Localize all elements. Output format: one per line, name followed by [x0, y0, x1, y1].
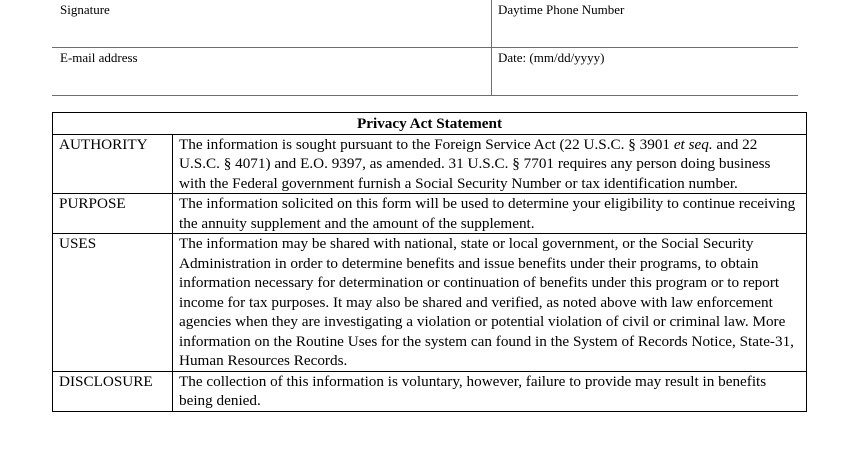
purpose-label: PURPOSE — [53, 194, 173, 234]
table-row — [53, 371, 807, 411]
authority-text-part-a: The information is sought pursuant to the Foreign Service Act (22 U.S.C. § 3901 — [179, 135, 674, 153]
daytime-phone-field[interactable] — [492, 20, 798, 47]
uses-label: USES — [53, 234, 173, 372]
date-label: Date: (mm/dd/yyyy) — [498, 50, 605, 65]
email-address-field[interactable] — [52, 68, 490, 95]
table-row — [53, 134, 807, 194]
disclosure-text: The collection of this information is voluntary, however, failure to provide may result in benefits being denied. — [173, 371, 807, 411]
table-row — [53, 234, 807, 372]
daytime-phone-label: Daytime Phone Number — [498, 2, 625, 17]
signature-label: Signature — [60, 2, 110, 17]
purpose-text: The information solicited on this form will be used to determine your eligibility to continue receiving the annuity supplement and the amount of the supplement. — [173, 194, 807, 234]
row-divider-2 — [52, 95, 798, 96]
uses-text: The information may be shared with national, state or local government, or the Social Security Administration in order to determine benefits and issue benefits under their programs, to obtain information necessary for determination or continuation of benefits under this program or to report income for tax purposes. It may also be shared and verified, as noted above with law enforcement agencies when they are investigating a violation or potential violation of civil or criminal law. More information on the Routine Uses for the system can found in the System of Records Notice, State-31, Human Resources Records. — [173, 234, 807, 372]
email-address-label: E-mail address — [60, 50, 138, 65]
date-field[interactable] — [492, 68, 798, 95]
disclosure-label: DISCLOSURE — [53, 371, 173, 411]
authority-text-italic: et seq. — [673, 135, 713, 153]
privacy-title-row — [53, 113, 807, 135]
authority-text-part-b: and 22 U.S.C. § 4071) and E.O. 9397, as amended. 31 U.S.C. § 7701 requires any person doing business with the Federal government furnish a Social Security Number or tax identification number. — [179, 135, 771, 192]
privacy-act-table — [52, 112, 807, 412]
authority-text — [173, 134, 807, 194]
table-row — [53, 194, 807, 234]
privacy-act-title: Privacy Act Statement — [53, 113, 807, 135]
authority-label: AUTHORITY — [53, 134, 173, 194]
signature-field[interactable] — [52, 20, 490, 47]
row-divider-1 — [52, 47, 798, 48]
